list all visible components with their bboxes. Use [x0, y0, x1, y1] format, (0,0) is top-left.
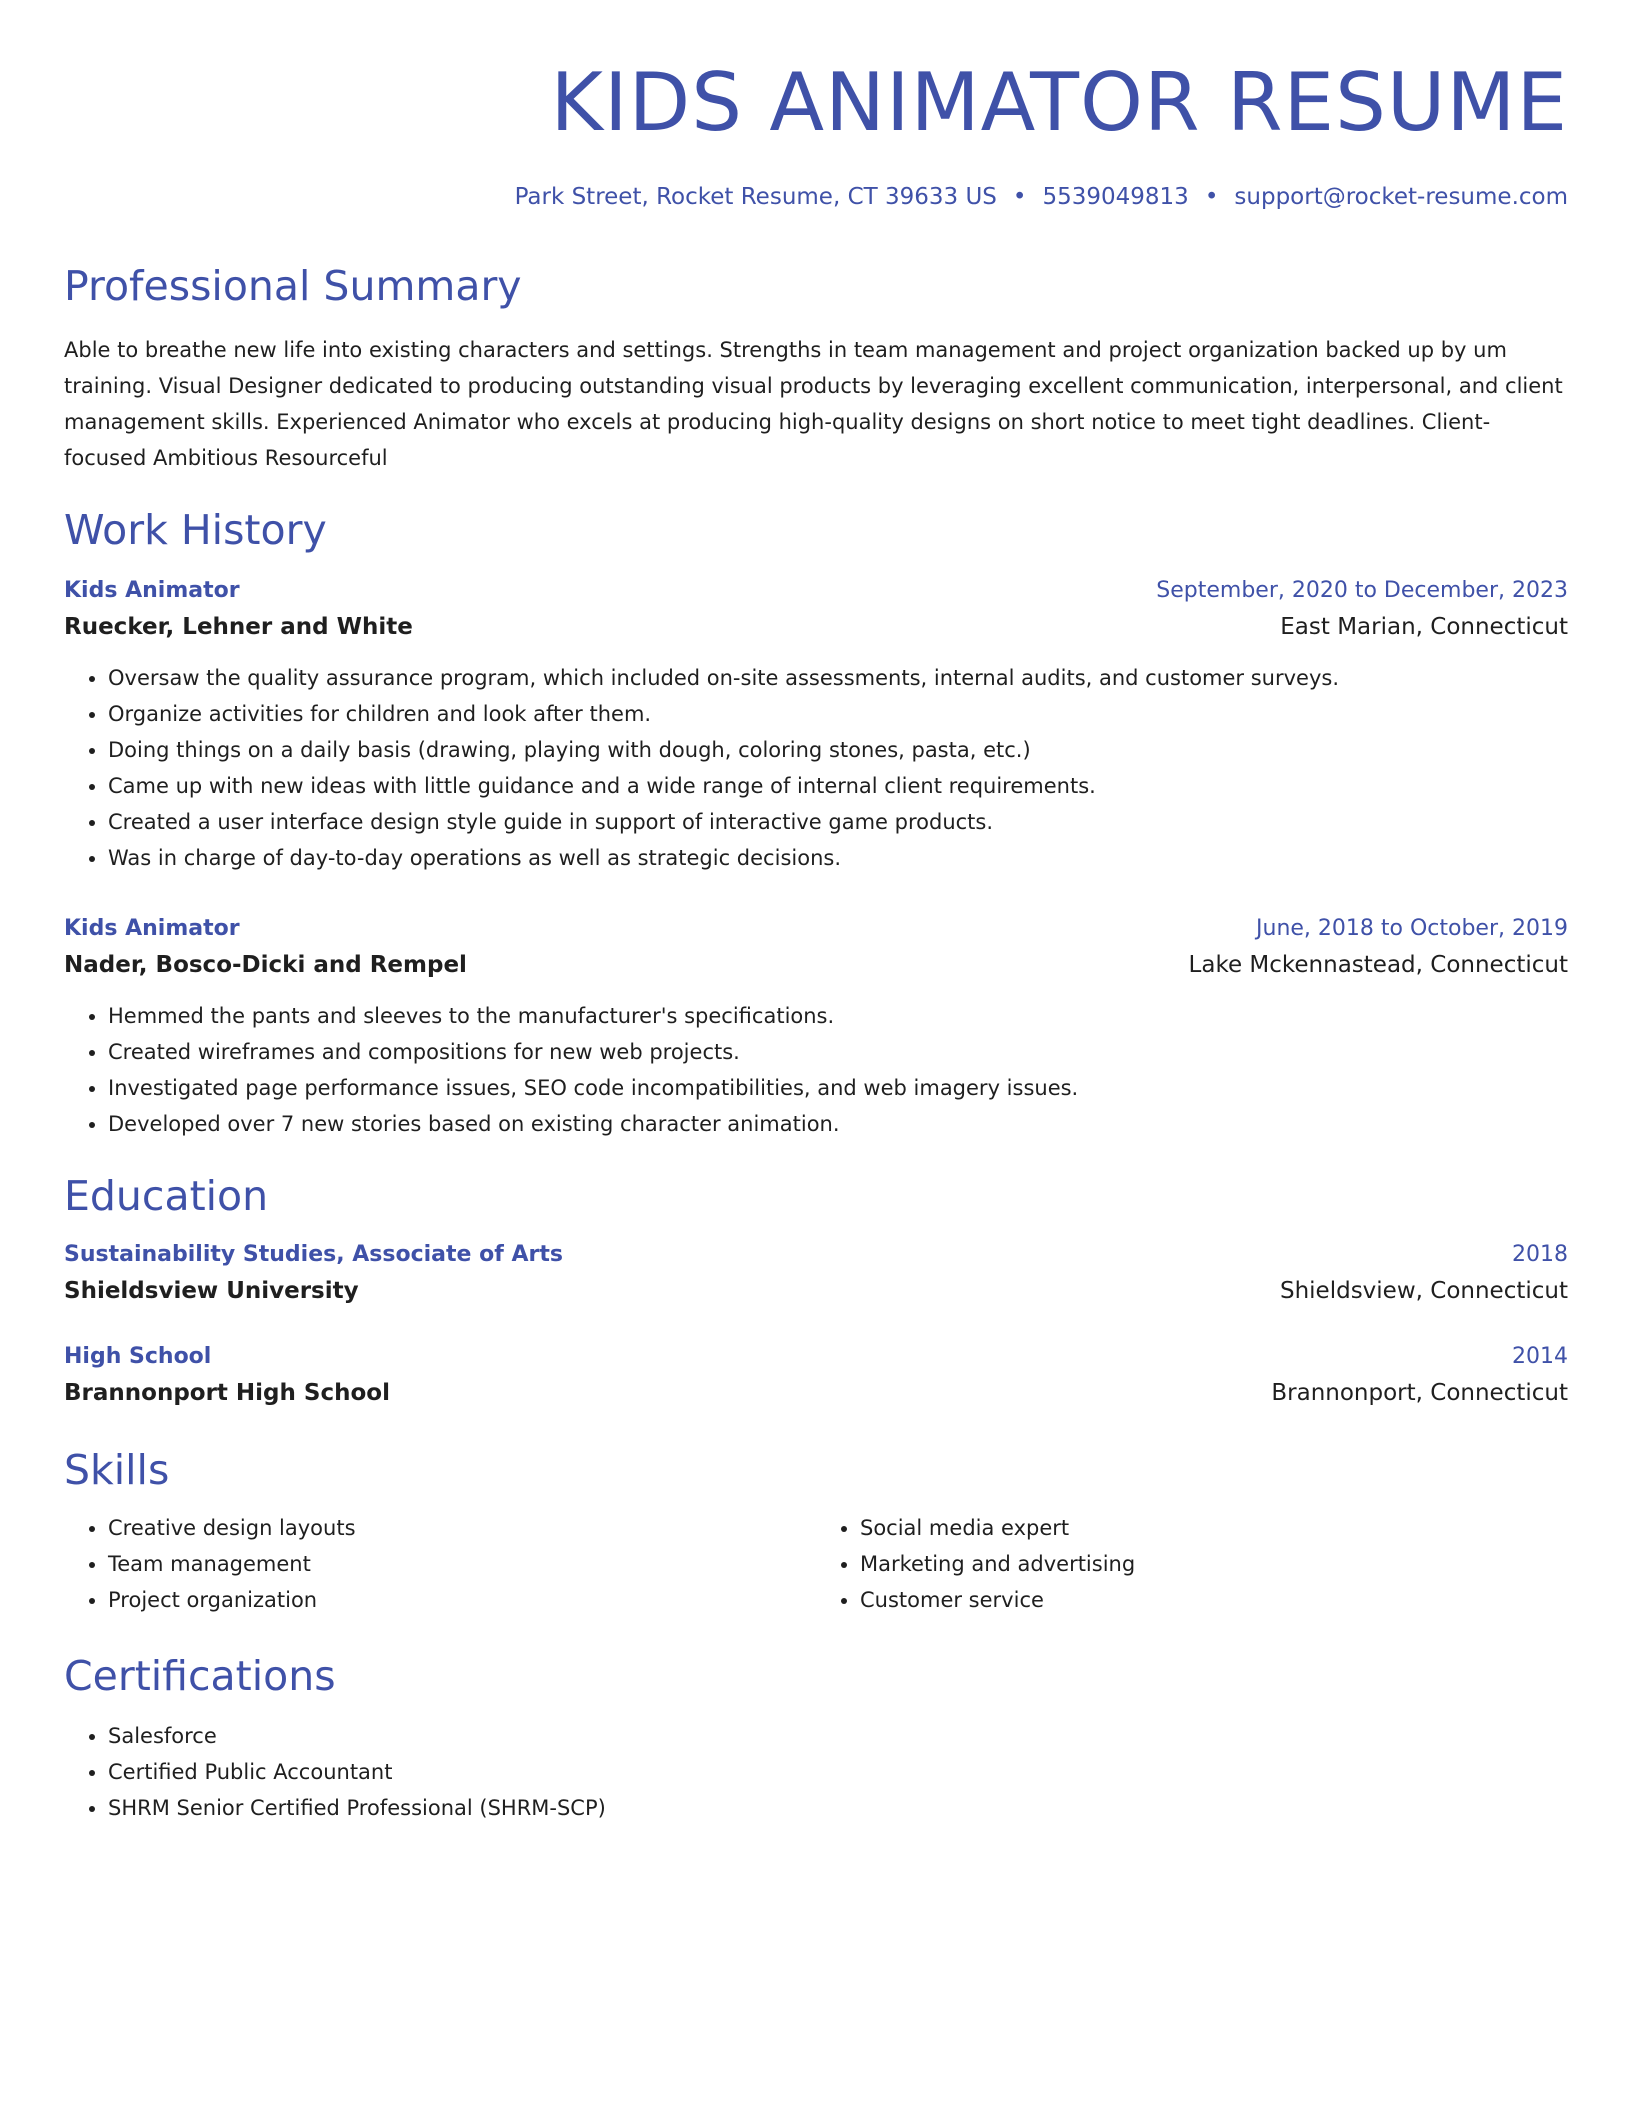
list-item: • Doing things on a daily basis (drawing, playing with dough, coloring stones, pasta, etc.) [108, 732, 1568, 768]
list-item: • Social media expert [860, 1510, 1568, 1546]
list-item: • SHRM Senior Certified Professional (SHRM-SCP) [108, 1790, 1568, 1826]
contact-phone: 5539049813 [1042, 184, 1189, 210]
certifications-list [64, 1718, 1568, 1826]
education-school-row [64, 1374, 1568, 1412]
resume-header [64, 48, 1568, 212]
job-dates: September, 2020 to December, 2023 [1156, 578, 1568, 603]
education-degree: Sustainability Studies, Associate of Arts [64, 1242, 563, 1267]
education-entry [64, 1340, 1568, 1412]
section-heading-education: Education [64, 1172, 269, 1220]
contact-email: support@rocket-resume.com [1234, 184, 1568, 210]
list-item: • Salesforce [108, 1718, 1568, 1754]
education-entry [64, 1238, 1568, 1310]
summary-text: Able to breathe new life into existing characters and settings. Strengths in team management and project organization backed up by um training. Visual Designer dedicated to producing outstanding visual products by leveraging excellent communication, interpersonal, and client management skills. Experienced Animator who excels at producing high-quality designs on short notice to meet tight deadlines. Client-focused Ambitious Resourceful [64, 338, 1563, 470]
section-heading-skills: Skills [64, 1446, 170, 1494]
job-entry [64, 912, 1568, 1142]
job-title: Kids Animator [64, 578, 240, 603]
list-item: • Creative design layouts [108, 1510, 816, 1546]
section-heading-summary: Professional Summary [64, 262, 522, 310]
contact-line [64, 182, 1568, 212]
list-item: • Developed over 7 new stories based on existing character animation. [108, 1106, 1568, 1142]
skills-list-right [816, 1510, 1568, 1618]
list-item: • Oversaw the quality assurance program, which included on-site assessments, internal audits, and customer surveys. [108, 660, 1568, 696]
list-item: • Created a user interface design style guide in support of interactive game products. [108, 804, 1568, 840]
job-company: Ruecker, Lehner and White [64, 614, 413, 640]
job-bullet-list [64, 660, 1568, 876]
job-entry [64, 574, 1568, 876]
contact-separator: • [1012, 184, 1027, 210]
contact-address: Park Street, Rocket Resume, CT 39633 US [514, 184, 997, 210]
job-header-row [64, 574, 1568, 608]
skills-list-left [64, 1510, 816, 1618]
section-heading-work-history: Work History [64, 506, 327, 554]
education-location: Shieldsview, Connecticut [1279, 1278, 1568, 1304]
resume-title: KIDS ANIMATOR RESUME [550, 56, 1568, 149]
contact-separator: • [1204, 184, 1219, 210]
job-company: Nader, Bosco-Dicki and Rempel [64, 952, 467, 978]
list-item: • Team management [108, 1546, 816, 1582]
list-item: • Marketing and advertising [860, 1546, 1568, 1582]
job-location: Lake Mckennastead, Connecticut [1188, 952, 1568, 978]
job-bullet-list [64, 998, 1568, 1142]
list-item: • Certified Public Accountant [108, 1754, 1568, 1790]
job-company-row [64, 608, 1568, 646]
job-location: East Marian, Connecticut [1280, 614, 1568, 640]
education-year: 2018 [1512, 1242, 1568, 1267]
list-item: • Project organization [108, 1582, 816, 1618]
job-company-row [64, 946, 1568, 984]
job-title: Kids Animator [64, 916, 240, 941]
list-item: • Was in charge of day-to-day operations as well as strategic decisions. [108, 840, 1568, 876]
list-item: • Hemmed the pants and sleeves to the manufacturer's specifications. [108, 998, 1568, 1034]
section-heading-certifications: Certifications [64, 1652, 336, 1700]
list-item: • Came up with new ideas with little guidance and a wide range of internal client requirements. [108, 768, 1568, 804]
list-item: • Customer service [860, 1582, 1568, 1618]
education-degree: High School [64, 1344, 212, 1369]
list-item: • Created wireframes and compositions for new web projects. [108, 1034, 1568, 1070]
education-school-row [64, 1272, 1568, 1310]
education-header-row [64, 1238, 1568, 1272]
job-dates: June, 2018 to October, 2019 [1256, 916, 1568, 941]
education-location: Brannonport, Connecticut [1271, 1380, 1568, 1406]
skills-grid [64, 1510, 1568, 1618]
education-school: Brannonport High School [64, 1380, 390, 1406]
job-header-row [64, 912, 1568, 946]
list-item: • Organize activities for children and look after them. [108, 696, 1568, 732]
education-header-row [64, 1340, 1568, 1374]
education-year: 2014 [1512, 1344, 1568, 1369]
education-school: Shieldsview University [64, 1278, 359, 1304]
list-item: • Investigated page performance issues, SEO code incompatibilities, and web imagery issues. [108, 1070, 1568, 1106]
